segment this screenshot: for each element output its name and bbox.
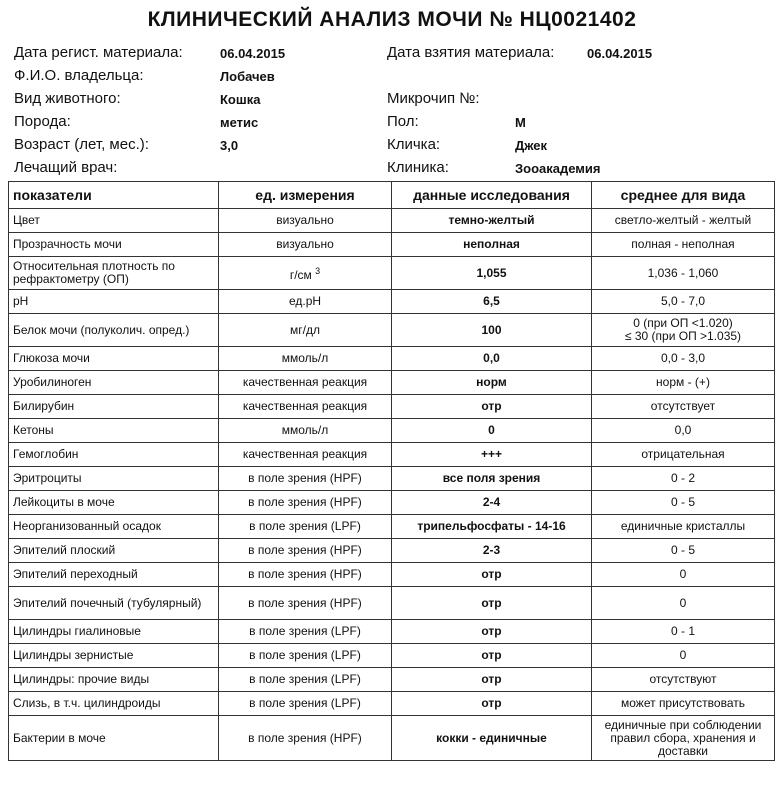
row-indicator: Эпителий плоский <box>9 539 219 563</box>
row-norm: 0 <box>592 587 775 620</box>
row-unit: визуально <box>219 209 392 233</box>
chip-label: Микрочип №: <box>387 90 480 107</box>
row-unit: в поле зрения (HPF) <box>219 491 392 515</box>
norm-line: ≤ 30 (при ОП >1.035) <box>624 329 742 343</box>
row-indicator: Белок мочи (полуколич. опред.) <box>9 314 219 347</box>
row-norm: единичные кристаллы <box>592 515 775 539</box>
row-norm: может присутствовать <box>592 692 775 716</box>
row-indicator: Цилиндры: прочие виды <box>9 668 219 692</box>
breed-value: метис <box>220 115 259 130</box>
row-indicator: Прозрачность мочи <box>9 233 219 257</box>
row-norm: норм - (+) <box>592 371 775 395</box>
row-unit: ммоль/л <box>219 419 392 443</box>
age-value: 3,0 <box>220 138 239 153</box>
row-result: 0,0 <box>392 347 592 371</box>
row-indicator: Гемоглобин <box>9 443 219 467</box>
row-result: 2-4 <box>392 491 592 515</box>
row-indicator: Цилиндры зернистые <box>9 644 219 668</box>
row-norm: светло-желтый - желтый <box>592 209 775 233</box>
report-title: КЛИНИЧЕСКИЙ АНАЛИЗ МОЧИ № НЦ0021402 <box>147 8 637 31</box>
table-row <box>9 467 775 491</box>
table-row <box>9 491 775 515</box>
row-unit: в поле зрения (HPF) <box>219 467 392 491</box>
row-result: +++ <box>392 443 592 467</box>
row-norm: 0 - 2 <box>592 467 775 491</box>
row-norm: 0 - 5 <box>592 491 775 515</box>
row-unit: мг/дл <box>219 314 392 347</box>
sex-value: М <box>515 115 526 130</box>
table-row <box>9 209 775 233</box>
row-indicator: Уробилиноген <box>9 371 219 395</box>
row-norm: полная - неполная <box>592 233 775 257</box>
col-header-norm: среднее для вида <box>592 182 775 209</box>
row-unit: визуально <box>219 233 392 257</box>
col-header-result: данные исследования <box>392 182 592 209</box>
row-unit: в поле зрения (HPF) <box>219 716 392 761</box>
row-indicator: pH <box>9 290 219 314</box>
row-result: отр <box>392 395 592 419</box>
row-result: 6,5 <box>392 290 592 314</box>
row-norm: 0 - 1 <box>592 620 775 644</box>
col-header-unit: ед. измерения <box>219 182 392 209</box>
table-row <box>9 257 775 290</box>
row-norm: 0 - 5 <box>592 539 775 563</box>
name-label: Кличка: <box>387 136 441 153</box>
clinic-value: Зооакадемия <box>515 161 601 176</box>
table-row <box>9 539 775 563</box>
row-result: неполная <box>392 233 592 257</box>
row-indicator: Эритроциты <box>9 467 219 491</box>
row-result: 1,055 <box>392 257 592 290</box>
row-indicator: Глюкоза мочи <box>9 347 219 371</box>
reg-date-value: 06.04.2015 <box>220 46 286 61</box>
row-result: отр <box>392 644 592 668</box>
table-header-row <box>9 182 775 209</box>
row-unit: в поле зрения (HPF) <box>219 563 392 587</box>
table-row <box>9 620 775 644</box>
owner-value: Лобачев <box>220 69 275 84</box>
row-norm: единичные при соблюдении правил сбора, хранения и доставки <box>592 716 775 761</box>
row-norm: 1,036 - 1,060 <box>592 257 775 290</box>
table-row <box>9 371 775 395</box>
row-norm: 5,0 - 7,0 <box>592 290 775 314</box>
row-unit: качественная реакция <box>219 371 392 395</box>
table-row <box>9 419 775 443</box>
row-indicator: Цилиндры гиалиновые <box>9 620 219 644</box>
doctor-label: Лечащий врач: <box>14 159 118 176</box>
row-indicator: Цвет <box>9 209 219 233</box>
row-unit: качественная реакция <box>219 395 392 419</box>
owner-label: Ф.И.О. владельца: <box>14 67 144 84</box>
results-table <box>8 181 775 761</box>
row-norm: отсутствует <box>592 395 775 419</box>
row-result: отр <box>392 692 592 716</box>
row-unit: в поле зрения (LPF) <box>219 644 392 668</box>
table-row <box>9 314 775 347</box>
row-indicator: Эпителий переходный <box>9 563 219 587</box>
age-label: Возраст (лет, мес.): <box>14 136 149 153</box>
table-row <box>9 347 775 371</box>
row-result: отр <box>392 563 592 587</box>
row-result: 2-3 <box>392 539 592 563</box>
table-row <box>9 443 775 467</box>
unit-text: г/см <box>289 267 312 282</box>
col-header-indicator: показатели <box>9 182 219 209</box>
table-row <box>9 233 775 257</box>
reg-date-label: Дата регист. материала: <box>14 44 183 61</box>
row-norm: 0,0 - 3,0 <box>592 347 775 371</box>
row-indicator: Лейкоциты в моче <box>9 491 219 515</box>
row-unit: в поле зрения (LPF) <box>219 692 392 716</box>
table-row <box>9 587 775 620</box>
clinic-label: Клиника: <box>387 159 449 176</box>
breed-label: Порода: <box>14 113 71 130</box>
norm-line: 0 (при ОП <1.020) <box>633 316 733 330</box>
row-result: трипельфосфаты - 14-16 <box>392 515 592 539</box>
table-row <box>9 290 775 314</box>
unit-superscript: 3 <box>315 265 321 276</box>
table-row <box>9 395 775 419</box>
row-indicator: Эпителий почечный (тубулярный) <box>9 587 219 620</box>
row-result: норм <box>392 371 592 395</box>
row-result: темно-желтый <box>392 209 592 233</box>
row-unit: ммоль/л <box>219 347 392 371</box>
species-value: Кошка <box>220 92 261 107</box>
table-row <box>9 563 775 587</box>
table-row <box>9 692 775 716</box>
row-norm <box>592 314 775 347</box>
row-indicator: Относительная плотность по рефрактометру (ОП) <box>9 257 219 290</box>
table-row <box>9 515 775 539</box>
row-unit: качественная реакция <box>219 443 392 467</box>
row-result: отр <box>392 587 592 620</box>
row-norm: отсутствуют <box>592 668 775 692</box>
name-value: Джек <box>515 138 548 153</box>
row-unit: в поле зрения (HPF) <box>219 587 392 620</box>
row-indicator: Неорганизованный осадок <box>9 515 219 539</box>
row-result: 0 <box>392 419 592 443</box>
table-row <box>9 668 775 692</box>
row-norm: 0,0 <box>592 419 775 443</box>
row-indicator: Билирубин <box>9 395 219 419</box>
row-norm: 0 <box>592 644 775 668</box>
row-unit: в поле зрения (LPF) <box>219 515 392 539</box>
sex-label: Пол: <box>387 113 419 130</box>
row-norm: 0 <box>592 563 775 587</box>
row-result: отр <box>392 668 592 692</box>
table-row <box>9 716 775 761</box>
table-row <box>9 644 775 668</box>
row-result: кокки - единичные <box>392 716 592 761</box>
row-unit: ед.pH <box>219 290 392 314</box>
row-unit <box>219 257 392 290</box>
row-unit: в поле зрения (LPF) <box>219 620 392 644</box>
row-result: отр <box>392 620 592 644</box>
row-unit: в поле зрения (LPF) <box>219 668 392 692</box>
row-result: 100 <box>392 314 592 347</box>
take-date-label: Дата взятия материала: <box>387 44 555 61</box>
row-unit: в поле зрения (HPF) <box>219 539 392 563</box>
row-indicator: Кетоны <box>9 419 219 443</box>
take-date-value: 06.04.2015 <box>587 46 653 61</box>
row-indicator: Слизь, в т.ч. цилиндроиды <box>9 692 219 716</box>
row-result: все поля зрения <box>392 467 592 491</box>
row-norm: отрицательная <box>592 443 775 467</box>
row-indicator: Бактерии в моче <box>9 716 219 761</box>
species-label: Вид животного: <box>14 90 121 107</box>
